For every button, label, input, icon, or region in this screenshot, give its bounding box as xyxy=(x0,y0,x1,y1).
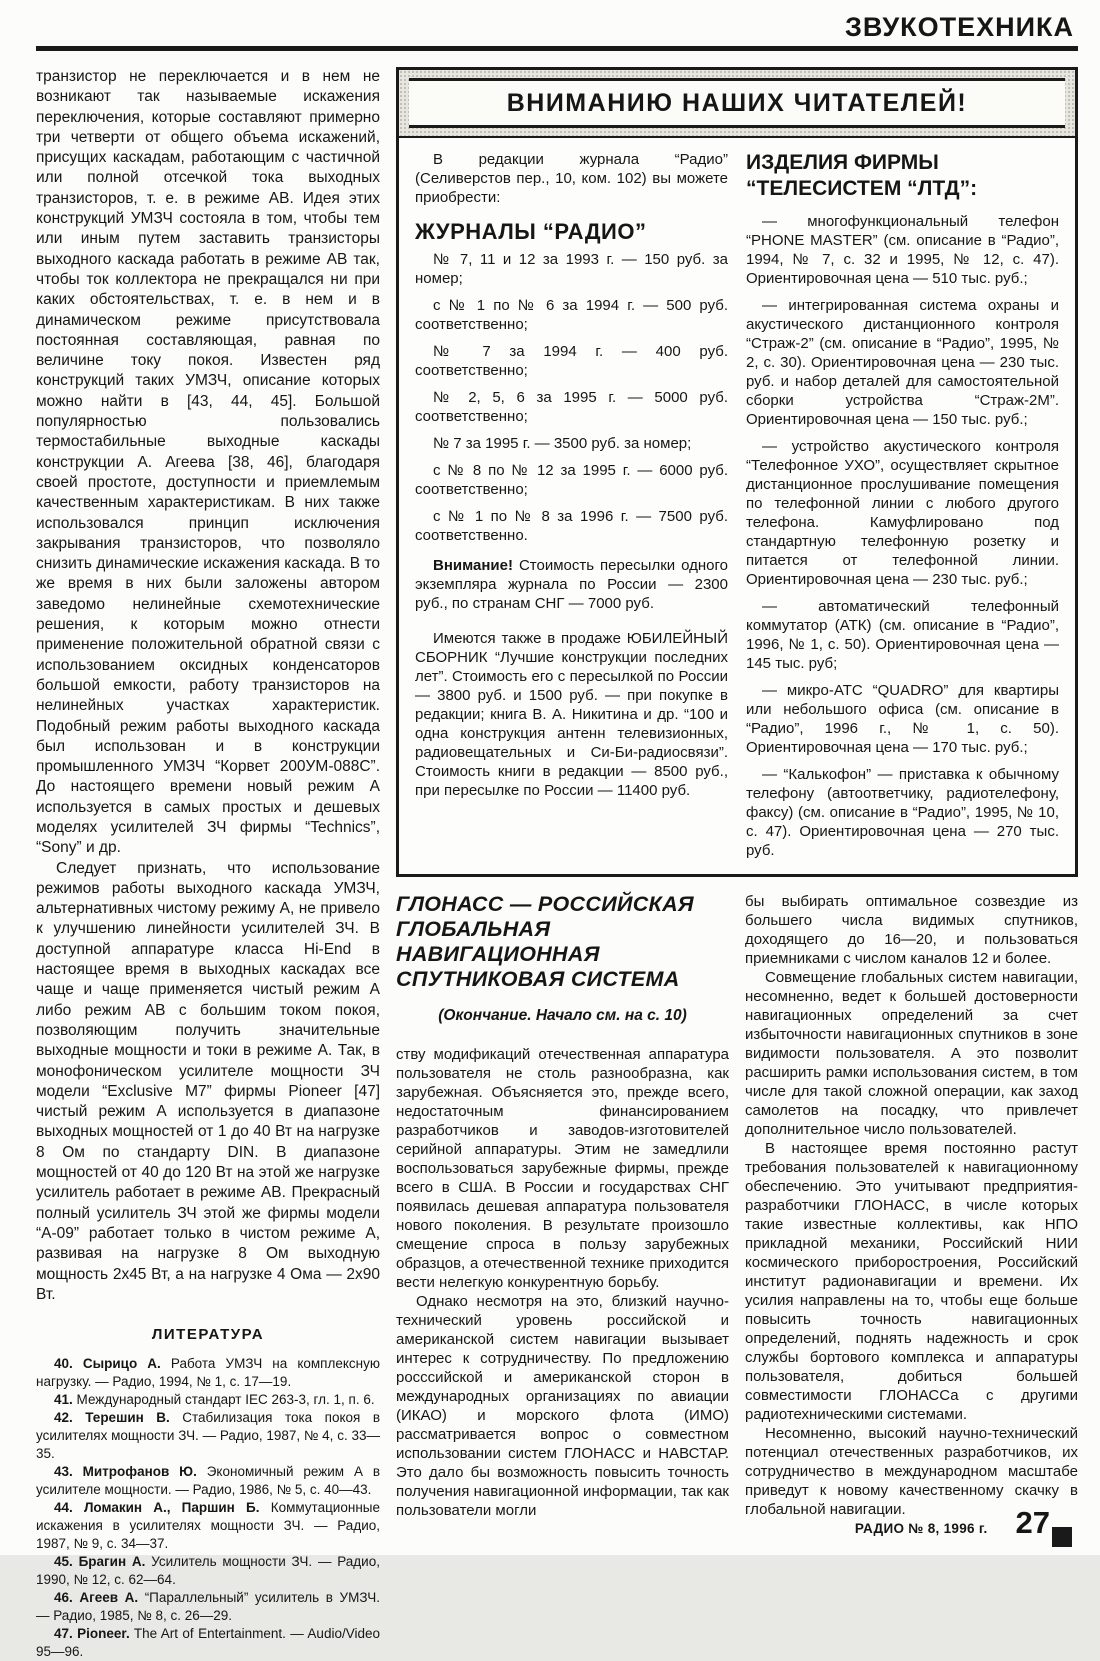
reference-text: The Art of Entertainment. — Audio/Video 95—96. xyxy=(36,1626,380,1660)
reference-item xyxy=(36,1499,380,1553)
glonass-title-line: ГЛОНАСС — РОССИЙСКАЯ xyxy=(396,892,694,917)
journals-heading: ЖУРНАЛЫ “РАДИО” xyxy=(415,219,647,244)
page-footer xyxy=(855,1505,1050,1541)
product-item: — устройство акустического контроля “Телефонное УХО”, осуществляет скрытное дистанционное прослушивание помещения по телефонной линии с любого другого телефона. Камуфлировано под стандартную телефонную розетку и питается от телефонной линии. Ориентировочная цена — 230 тыс. руб.; xyxy=(746,438,1059,589)
products-heading xyxy=(746,150,1059,201)
notice-box-header xyxy=(399,70,1075,138)
notice-left-column xyxy=(415,150,728,860)
product-item: — многофункциональный телефон “PHONE MASTER” (см. описание в “Радио”, 1994, № 7, с. 32 и 1995, № 12, с. 47). Ориентировочная цена — 510 тыс. руб.; xyxy=(746,213,1059,288)
footer-journal-label: РАДИО № 8, 1996 г. xyxy=(854,1521,988,1536)
reference-item xyxy=(36,1463,380,1499)
reference-item xyxy=(36,1409,380,1463)
reference-text: Стабилизация тока покоя в усилителях мощности ЗЧ. — Радио, 1987, № 4, с. 33—35. xyxy=(36,1410,380,1462)
journal-offer-item: с № 8 по № 12 за 1995 г. — 6000 руб. соответственно; xyxy=(415,462,728,498)
section-header: ЗВУКОТЕХНИКА xyxy=(844,12,1074,42)
product-item: — микро-АТС “QUADRO” для квартиры или небольшого офиса (см. описание в “Радио”, 1996 г., № 1, с. 50). Ориентировочная цена — 170 тыс. руб.; xyxy=(746,682,1059,757)
reference-text: “Параллельный” усилитель в УМЗЧ. — Радио, 1985, № 8, с. 26—29. xyxy=(36,1590,380,1624)
journal-offer-item: № 2, 5, 6 за 1995 г. — 5000 руб. соответственно; xyxy=(415,389,728,425)
reference-lead: 40. Сырицо А. xyxy=(54,1356,161,1372)
reference-item xyxy=(36,1553,380,1589)
shipping-note xyxy=(415,556,728,613)
footer-page-number: 27 xyxy=(1015,1505,1050,1540)
reference-text: Усилитель мощности ЗЧ. — Радио, 1990, № 12, с. 62—64. xyxy=(36,1554,380,1588)
journal-offer-item: с № 1 по № 8 за 1996 г. — 7500 руб. соответственно. xyxy=(415,508,728,544)
glonass-paragraph: ству модификаций отечественная аппаратура пользователя не столь разнообразна, как зарубежная. Объясняется это, прежде всего, недостаточным финансированием разработчиков и заводов-изготовителей серийной аппаратуры. Этим не замедлили воспользоваться зарубежные фирмы, прежде всего в США. В России и государствах СНГ появилась дешевая аппаратура пользователя нового поколения. В результате произошло смещение спроса в пользу зарубежных образцов, а отечественной технике приходится вести нелегкую конкурентную борьбу. xyxy=(396,1046,729,1292)
products-list xyxy=(746,212,1059,860)
glonass-article xyxy=(396,892,1078,1547)
reference-lead: 45. Брагин А. xyxy=(54,1554,146,1570)
article-paragraph: транзистор не переключается и в нем не возникают так называемые искажения переключения, которые составляют примерно три четверти от общего объема искажений, присущих каскадам, работающим с частичной или полной отсечкой тока выходных транзисторов, т. е. в режиме АВ. Идея этих конструкций УМЗЧ состояла в том, чтобы тем или иным путем заставить транзисторы выходного каскада работать в режиме АВ так, чтобы ток коллектора не прекращался ни при каких обстоятельствах, т. е. в нем и в динамическом режиме присутствовала постоянная составляющая, равная по величине току покоя. Известен ряд конструкций таких УМЗЧ, описание которых можно найти в [43, 44, 45]. Большой популярностью пользовались термостабильные выходные каскады конструкции А. Агеева [38, 46], благодаря своей простоте, доступности и приемлемым качественным характеристикам. В них также использовался принцип исключения закрывания транзисторов, что позволяло снизить динамические искажения каскада. В то же время в них были заложены автором заведомо нелинейные схемотехнические решения, к которым можно отнести применение положительной обратной связи с использованием оксидных конденсаторов большой емкости, работу транзисторов на нелинейных участках характеристик. Подобный режим работы выходного каскада был использован и в конструкции промышленного УМЗЧ “Корвет 200УМ-088С”. До настоящего времени новый режим А используется в самых простых и дешевых моделях усилителей ЗЧ фирмы “Technics”, “Sony” и др. xyxy=(36,68,380,857)
reference-item xyxy=(36,1625,380,1661)
right-area xyxy=(396,67,1078,1547)
shipping-note-text: Стоимость пересылки одного экземпляра журнала по России — 2300 руб., по странам СНГ — 7000 руб. xyxy=(415,557,729,612)
reference-lead: 42. Терешин В. xyxy=(54,1410,170,1426)
glonass-middle-column xyxy=(396,892,729,1547)
journal-offer-item: № 7 за 1995 г. — 3500 руб. за номер; xyxy=(433,435,692,452)
glonass-paragraph: бы выбирать оптимальное созвездие из большего числа видимых спутников, доходящего до 16—20, и пользоваться приемниками с числом каналов 12 и более. xyxy=(745,893,1078,968)
reference-text: Международный стандарт IEC 263-3, гл. 1, п. 6. xyxy=(76,1392,375,1408)
products-heading-line: “ТЕЛЕСИСТЕМ “ЛТД”: xyxy=(746,176,978,200)
reference-text: Экономичный режим А в усилителе мощности. — Радио, 1986, № 5, с. 40—43. xyxy=(36,1464,380,1498)
glonass-paragraph: Несомненно, высокий научно-технический потенциал отечественных разработчиков, их сотрудничество в международном масштабе приведут к новому качественному скачку в глобальной навигации. xyxy=(745,1425,1078,1519)
books-offer: Имеются также в продаже ЮБИЛЕЙНЫЙ СБОРНИК “Лучшие конструкции последних лет”. Стоимость его с пересылкой по России — 3800 руб. и 1500 руб. — при покупке в редакции; книга В. А. Никитина и др. “100 и одна конструкция антенн телевизионных, радиовещательных и Си-Би-радиосвязи”. Стоимость книги в редакции — 8500 руб., при пересылке по России — 11400 руб. xyxy=(415,630,728,799)
products-heading-line: ИЗДЕЛИЯ ФИРМЫ xyxy=(746,151,939,174)
glonass-title xyxy=(396,892,729,992)
readers-notice-box xyxy=(396,67,1078,877)
product-item: — интегрированная система охраны и акустического дистанционного контроля “Страж-2” (см. описание в “Радио”, 1995, № 2, с. 30). Ориентировочная цена — 230 тыс. руб. и набор деталей для самостоятельной сборки устройства “Страж-2М”. Ориентировочная цена — 150 тыс. руб.; xyxy=(746,297,1059,429)
notice-box-body xyxy=(399,138,1075,874)
literature-list xyxy=(36,1355,380,1661)
reference-item xyxy=(36,1391,380,1409)
page-columns xyxy=(36,67,1078,1661)
reference-lead: 47. Pioneer. xyxy=(54,1626,130,1642)
reference-item xyxy=(36,1355,380,1391)
shipping-note-lead: Внимание! xyxy=(433,557,513,574)
glonass-title-line: ГЛОБАЛЬНАЯ xyxy=(396,917,551,942)
reference-text: Работа УМЗЧ на комплексную нагрузку. — Радио, 1994, № 1, с. 17—19. xyxy=(36,1356,380,1390)
glonass-paragraph: Однако несмотря на это, близкий научно-технический уровень российской и американской систем навигации вызывает интерес к сотрудничеству. По предложению росссийской и американской сторон в международных организациях по авиации (ИКАО) и морского флота (ИМО) рассматривается вопрос о совместном использовании систем ГЛОНАСС и НАВСТАР. Это дало бы возможность повысить точность получения навигационной информации, так как пользователи могли xyxy=(396,1293,729,1520)
product-item: — автоматический телефонный коммутатор (АТК) (см. описание в “Радио”, 1996, № 1, с. 50). Ориентировочная цена — 145 тыс. руб; xyxy=(746,598,1059,673)
reference-lead: 44. Ломакин А., Паршин Б. xyxy=(54,1500,260,1516)
notice-right-column xyxy=(746,150,1059,860)
journal-offer-item: № 7, 11 и 12 за 1993 г. — 150 руб. за номер; xyxy=(415,251,728,287)
glonass-subtitle: (Окончание. Начало см. на с. 10) xyxy=(438,1007,687,1025)
masthead-rule xyxy=(36,46,1078,51)
journal-offer-item: с № 1 по № 6 за 1994 г. — 500 руб. соответственно; xyxy=(415,297,728,333)
end-of-article-mark xyxy=(1052,1527,1072,1547)
reference-text: Коммутационные искажения в усилителях мощности ЗЧ. — Радио, 1987, № 9, с. 34—37. xyxy=(36,1500,380,1552)
reference-item xyxy=(36,1589,380,1625)
reference-lead: 43. Митрофанов Ю. xyxy=(54,1464,197,1480)
glonass-paragraph: В настоящее время постоянно растут требования пользователей к навигационному обеспечению. Это учитывают предприятия-разработчики ГЛОНАСС, в числе которых такие известные коллективы, как НПО прикладной механики, Российский НИИ космического приборостроения, Российский институт радионавигации и времени. Их усилия направлены на то, чтобы еще больше повысить точность навигационных определений, поднять надежность и срок службы бортового комплекса и аппаратуры пользователя, добиться большей совместимости ГЛОНАССа с другими радиотехническими системами. xyxy=(745,1140,1078,1424)
glonass-title-line: СПУТНИКОВАЯ СИСТЕМА xyxy=(396,967,680,992)
article-paragraph: Следует признать, что использование режимов работы выходного каскада УМЗЧ, альтернативных чистому режиму А, не привело к улучшению линейности усилителей ЗЧ. В доступной аппаратуре класса Hi-End в настоящее время в выходных каскадах все чаще и чаще применяется чистый режим А либо режим АВ с большим током покоя, позволяющим получить значительные выходные мощности и токи в режиме А. Так, в монофоническом усилителе мощности ЗЧ модели “Exclusive M7” фирмы Pioneer [47] чистый режим А используется в диапазоне выходных мощностей от 1 до 40 Вт на нагрузке 8 Ом по стандарту DIN. В диапазоне мощностей от 40 до 120 Вт на этой же нагрузке усилитель работает в режиме АВ. Прекрасный полный усилитель ЗЧ этой же фирмы модели “А-09” работает только в чистом режиме А, развивая на нагрузке 8 Ом выходную мощность 2x45 Вт, а на нагрузке 4 Ома — 2x90 Вт. xyxy=(36,859,380,1303)
notice-box-title: ВНИМАНИЮ НАШИХ ЧИТАТЕЛЕЙ! xyxy=(409,78,1065,128)
glonass-paragraph: Совмещение глобальных систем навигации, несомненно, ведет к большей достоверности навигационных определений за счет избыточности навигационных спутников в зоне видимости пользователя. А это позволит расширить рамки использования систем, в том числе для такой сложной операции, как заход самолетов на посадку, что привлечет дополнительное число пользователей. xyxy=(745,969,1078,1139)
glonass-right-column xyxy=(745,892,1078,1547)
left-article-column xyxy=(36,67,380,1661)
literature-heading: ЛИТЕРАТУРА xyxy=(151,1326,265,1344)
product-item: — “Калькофон” — приставка к обычному телефону (автоответчику, радиотелефону, факсу) (см. описание в “Радио”, 1995, № 10, с. 47). Ориентировочная цена — 270 тыс. руб. xyxy=(746,766,1059,860)
glonass-title-line: НАВИГАЦИОННАЯ xyxy=(396,942,600,967)
reference-lead: 46. Агеев А. xyxy=(54,1590,139,1606)
journal-offers-list xyxy=(415,250,728,545)
notice-intro: В редакции журнала “Радио” (Селиверстов пер., 10, ком. 102) вы можете приобрести: xyxy=(415,151,728,206)
journal-offer-item: № 7 за 1994 г. — 400 руб. соответственно; xyxy=(415,343,728,379)
reference-lead: 41. xyxy=(54,1392,73,1408)
